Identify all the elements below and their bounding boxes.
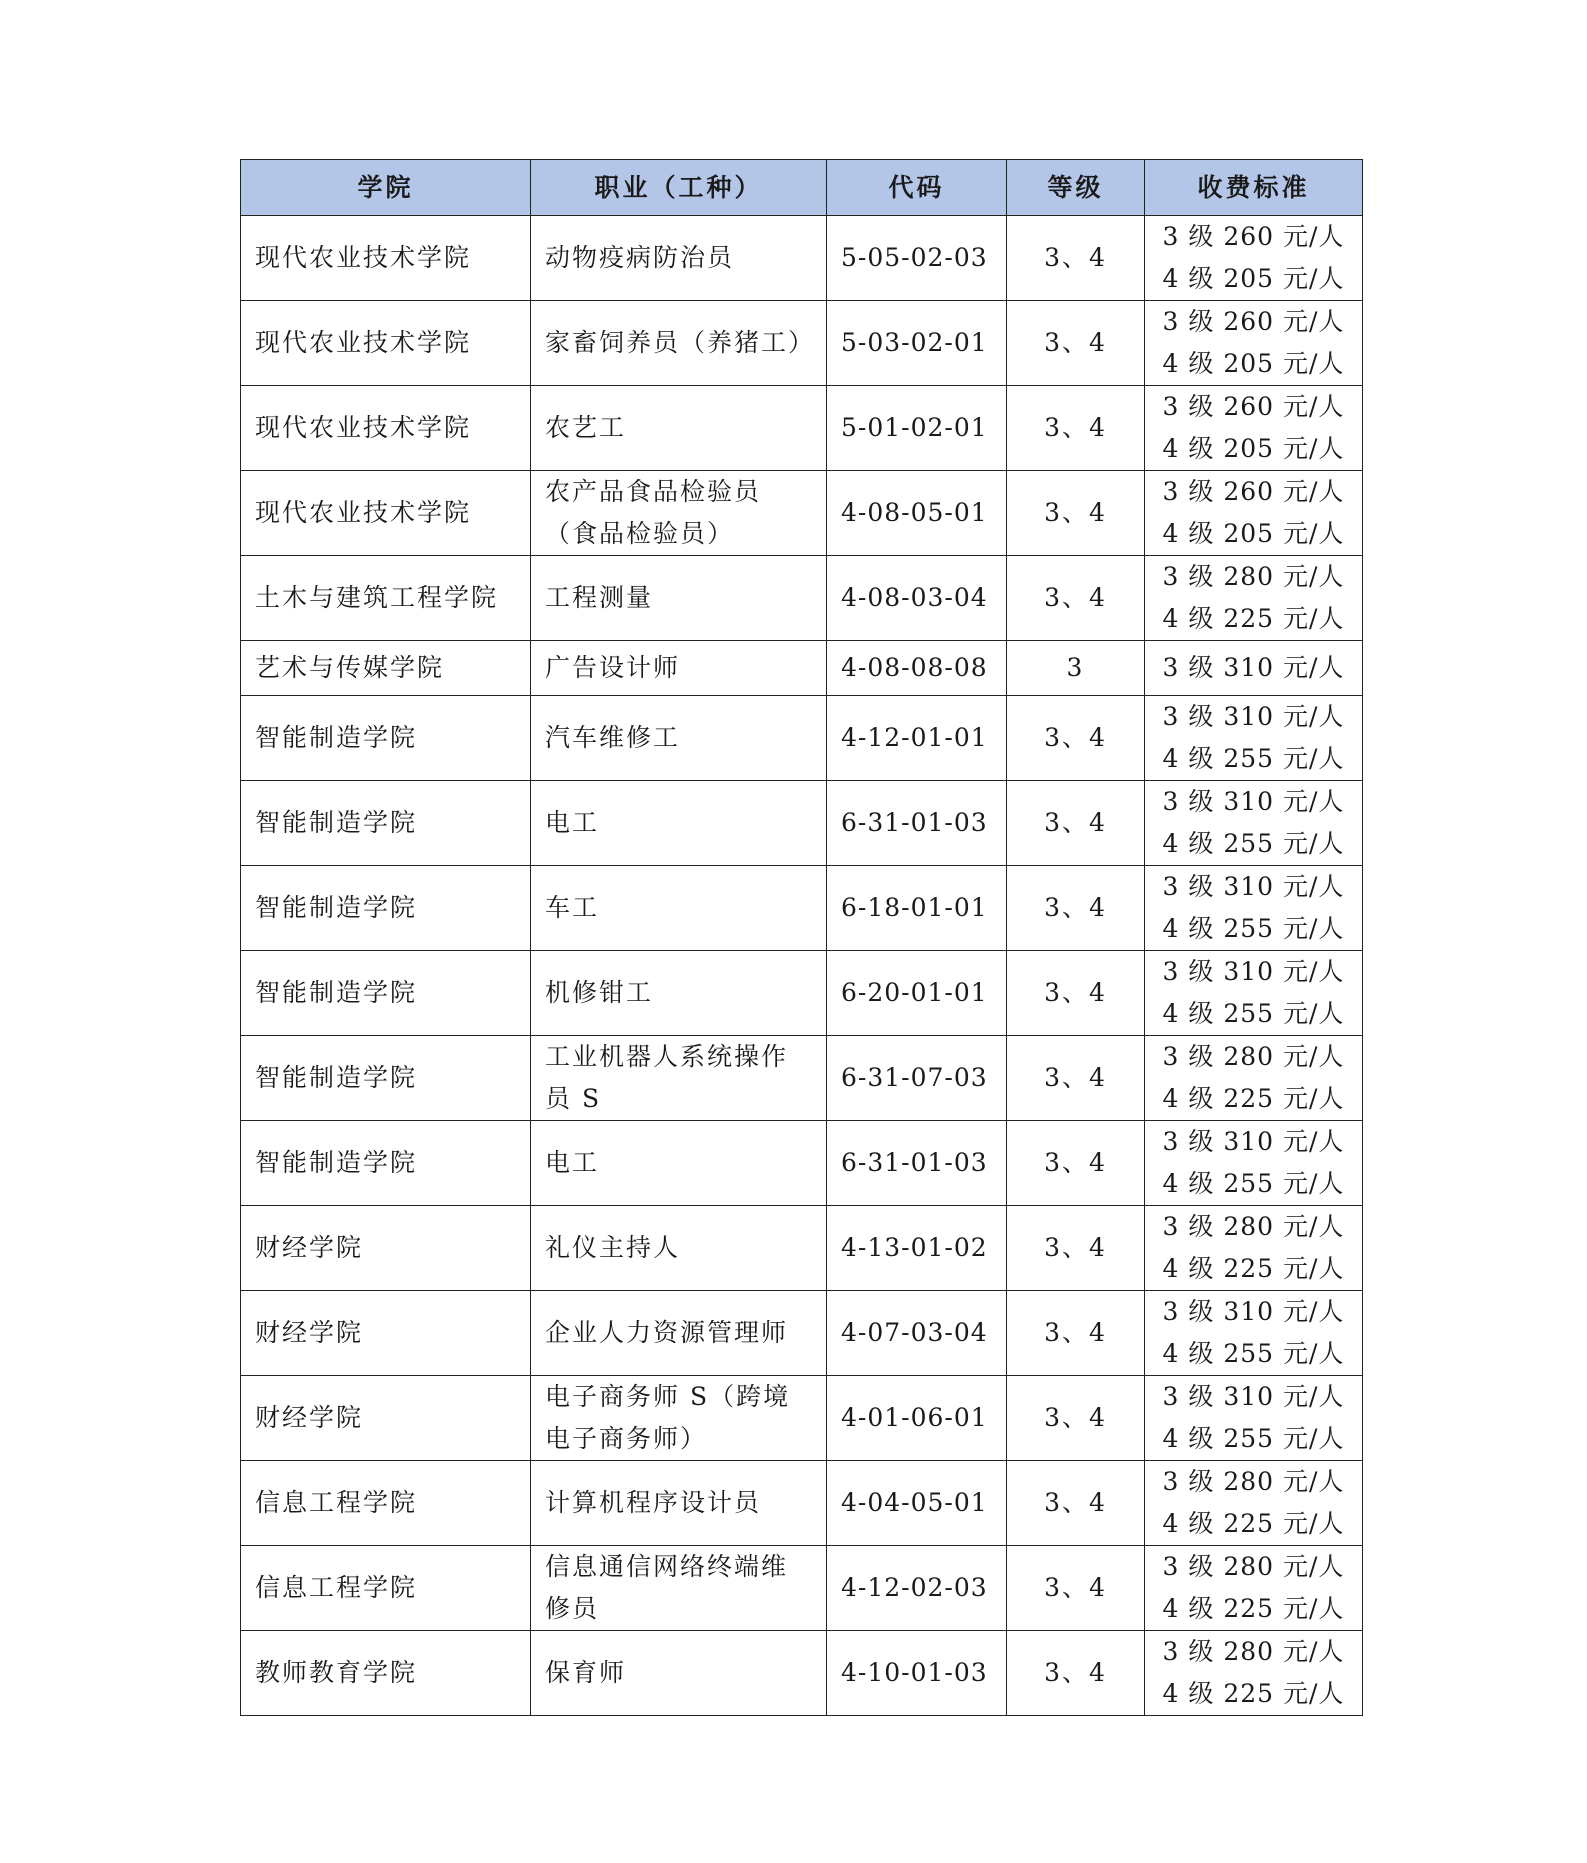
college-cell: 智能制造学院: [241, 951, 531, 1036]
college-cell: 土木与建筑工程学院: [241, 556, 531, 641]
college-cell: 智能制造学院: [241, 866, 531, 951]
fee-line: 3 级 280 元/人: [1162, 1637, 1345, 1666]
fee-line: 3 级 280 元/人: [1162, 562, 1345, 591]
college-cell: 现代农业技术学院: [241, 386, 531, 471]
fee-cell: [1145, 696, 1363, 781]
college-cell: 现代农业技术学院: [241, 301, 531, 386]
level-cell: 3、4: [1007, 1291, 1145, 1376]
table-row: [241, 866, 1363, 951]
code-cell: 4-08-03-04: [827, 556, 1007, 641]
table-header: [241, 160, 1363, 216]
fee-line: 4 级 255 元/人: [1162, 1424, 1345, 1453]
college-cell: 智能制造学院: [241, 1036, 531, 1121]
fee-line: 3 级 310 元/人: [1162, 1297, 1345, 1326]
table-row: [241, 641, 1363, 696]
occupation-cell: 家畜饲养员（养猪工）: [531, 301, 827, 386]
code-cell: 5-01-02-01: [827, 386, 1007, 471]
fee-cell: [1145, 301, 1363, 386]
code-cell: 6-20-01-01: [827, 951, 1007, 1036]
code-cell: 4-04-05-01: [827, 1461, 1007, 1546]
occupation-cell: 汽车维修工: [531, 696, 827, 781]
code-cell: 4-01-06-01: [827, 1376, 1007, 1461]
header-occupation: 职业（工种）: [531, 160, 827, 216]
fee-line: 3 级 280 元/人: [1162, 1467, 1345, 1496]
fee-line: 3 级 310 元/人: [1162, 1382, 1345, 1411]
fee-cell: [1145, 951, 1363, 1036]
college-cell: 信息工程学院: [241, 1546, 531, 1631]
code-cell: 6-31-01-03: [827, 1121, 1007, 1206]
table-row: [241, 1631, 1363, 1716]
table-row: [241, 301, 1363, 386]
level-cell: 3、4: [1007, 1036, 1145, 1121]
fee-cell: [1145, 1546, 1363, 1631]
table-row: [241, 781, 1363, 866]
level-cell: 3、4: [1007, 386, 1145, 471]
code-cell: 5-03-02-01: [827, 301, 1007, 386]
table-row: [241, 696, 1363, 781]
fee-cell: [1145, 781, 1363, 866]
fee-line: 4 级 255 元/人: [1162, 744, 1345, 773]
fee-cell: [1145, 641, 1363, 696]
occupation-cell: 农产品食品检验员（食品检验员）: [531, 471, 827, 556]
occupation-cell: 工业机器人系统操作员 S: [531, 1036, 827, 1121]
fee-cell: [1145, 1036, 1363, 1121]
fee-line: 3 级 260 元/人: [1162, 222, 1345, 251]
occupation-cell: 计算机程序设计员: [531, 1461, 827, 1546]
college-cell: 现代农业技术学院: [241, 471, 531, 556]
college-cell: 教师教育学院: [241, 1631, 531, 1716]
college-cell: 智能制造学院: [241, 696, 531, 781]
college-cell: 现代农业技术学院: [241, 216, 531, 301]
level-cell: 3、4: [1007, 781, 1145, 866]
college-cell: 财经学院: [241, 1206, 531, 1291]
level-cell: 3、4: [1007, 1121, 1145, 1206]
college-cell: 信息工程学院: [241, 1461, 531, 1546]
fee-line: 4 级 255 元/人: [1162, 829, 1345, 858]
fee-line: 3 级 260 元/人: [1162, 392, 1345, 421]
table-row: [241, 951, 1363, 1036]
fee-line: 3 级 280 元/人: [1162, 1212, 1345, 1241]
table-body: [241, 216, 1363, 1716]
fee-cell: [1145, 216, 1363, 301]
fee-table: [240, 159, 1363, 1716]
occupation-cell: 企业人力资源管理师: [531, 1291, 827, 1376]
code-cell: 4-07-03-04: [827, 1291, 1007, 1376]
occupation-cell: 广告设计师: [531, 641, 827, 696]
level-cell: 3、4: [1007, 1461, 1145, 1546]
level-cell: 3、4: [1007, 1206, 1145, 1291]
occupation-cell: 电子商务师 S（跨境电子商务师）: [531, 1376, 827, 1461]
code-cell: 6-31-07-03: [827, 1036, 1007, 1121]
fee-line: 3 级 310 元/人: [1162, 702, 1345, 731]
code-cell: 6-18-01-01: [827, 866, 1007, 951]
table-row: [241, 471, 1363, 556]
occupation-cell: 电工: [531, 781, 827, 866]
fee-cell: [1145, 866, 1363, 951]
header-fee: 收费标准: [1145, 160, 1363, 216]
table-row: [241, 1376, 1363, 1461]
fee-line: 3 级 310 元/人: [1162, 957, 1345, 986]
level-cell: 3: [1007, 641, 1145, 696]
header-college: 学院: [241, 160, 531, 216]
fee-cell: [1145, 1291, 1363, 1376]
fee-line: 4 级 205 元/人: [1162, 349, 1345, 378]
level-cell: 3、4: [1007, 301, 1145, 386]
fee-line: 4 级 225 元/人: [1162, 1254, 1345, 1283]
occupation-cell: 车工: [531, 866, 827, 951]
fee-cell: [1145, 1631, 1363, 1716]
college-cell: 财经学院: [241, 1376, 531, 1461]
fee-line: 3 级 310 元/人: [1162, 1127, 1345, 1156]
table-row: [241, 386, 1363, 471]
college-cell: 财经学院: [241, 1291, 531, 1376]
table-row: [241, 1121, 1363, 1206]
fee-line: 3 级 280 元/人: [1162, 1042, 1345, 1071]
fee-line: 3 级 310 元/人: [1162, 787, 1345, 816]
fee-line: 4 级 255 元/人: [1162, 999, 1345, 1028]
code-cell: 4-10-01-03: [827, 1631, 1007, 1716]
code-cell: 5-05-02-03: [827, 216, 1007, 301]
header-row: [241, 160, 1363, 216]
occupation-cell: 保育师: [531, 1631, 827, 1716]
fee-cell: [1145, 471, 1363, 556]
level-cell: 3、4: [1007, 1376, 1145, 1461]
table-row: [241, 1461, 1363, 1546]
occupation-cell: 工程测量: [531, 556, 827, 641]
header-level: 等级: [1007, 160, 1145, 216]
fee-cell: [1145, 556, 1363, 641]
fee-line: 4 级 205 元/人: [1162, 519, 1345, 548]
code-cell: 4-13-01-02: [827, 1206, 1007, 1291]
fee-line: 3 级 310 元/人: [1162, 653, 1345, 682]
level-cell: 3、4: [1007, 1546, 1145, 1631]
fee-line: 4 级 255 元/人: [1162, 914, 1345, 943]
level-cell: 3、4: [1007, 1631, 1145, 1716]
fee-cell: [1145, 1376, 1363, 1461]
fee-cell: [1145, 1461, 1363, 1546]
level-cell: 3、4: [1007, 216, 1145, 301]
fee-line: 4 级 255 元/人: [1162, 1339, 1345, 1368]
college-cell: 智能制造学院: [241, 1121, 531, 1206]
table-row: [241, 1206, 1363, 1291]
fee-line: 3 级 310 元/人: [1162, 872, 1345, 901]
fee-line: 4 级 225 元/人: [1162, 1679, 1345, 1708]
fee-line: 4 级 225 元/人: [1162, 1084, 1345, 1113]
occupation-cell: 农艺工: [531, 386, 827, 471]
level-cell: 3、4: [1007, 696, 1145, 781]
college-cell: 艺术与传媒学院: [241, 641, 531, 696]
fee-line: 4 级 205 元/人: [1162, 264, 1345, 293]
code-cell: 4-12-01-01: [827, 696, 1007, 781]
fee-line: 4 级 225 元/人: [1162, 604, 1345, 633]
fee-cell: [1145, 1121, 1363, 1206]
code-cell: 6-31-01-03: [827, 781, 1007, 866]
table-row: [241, 216, 1363, 301]
fee-line: 4 级 225 元/人: [1162, 1509, 1345, 1538]
code-cell: 4-12-02-03: [827, 1546, 1007, 1631]
occupation-cell: 机修钳工: [531, 951, 827, 1036]
table-row: [241, 1546, 1363, 1631]
level-cell: 3、4: [1007, 556, 1145, 641]
level-cell: 3、4: [1007, 951, 1145, 1036]
occupation-cell: 电工: [531, 1121, 827, 1206]
fee-line: 4 级 205 元/人: [1162, 434, 1345, 463]
table-row: [241, 556, 1363, 641]
level-cell: 3、4: [1007, 866, 1145, 951]
college-cell: 智能制造学院: [241, 781, 531, 866]
table-row: [241, 1036, 1363, 1121]
occupation-cell: 礼仪主持人: [531, 1206, 827, 1291]
fee-line: 4 级 225 元/人: [1162, 1594, 1345, 1623]
header-code: 代码: [827, 160, 1007, 216]
table-row: [241, 1291, 1363, 1376]
fee-line: 4 级 255 元/人: [1162, 1169, 1345, 1198]
occupation-cell: 信息通信网络终端维修员: [531, 1546, 827, 1631]
code-cell: 4-08-08-08: [827, 641, 1007, 696]
fee-line: 3 级 280 元/人: [1162, 1552, 1345, 1581]
fee-line: 3 级 260 元/人: [1162, 477, 1345, 506]
fee-cell: [1145, 386, 1363, 471]
occupation-cell: 动物疫病防治员: [531, 216, 827, 301]
fee-line: 3 级 260 元/人: [1162, 307, 1345, 336]
fee-cell: [1145, 1206, 1363, 1291]
code-cell: 4-08-05-01: [827, 471, 1007, 556]
level-cell: 3、4: [1007, 471, 1145, 556]
